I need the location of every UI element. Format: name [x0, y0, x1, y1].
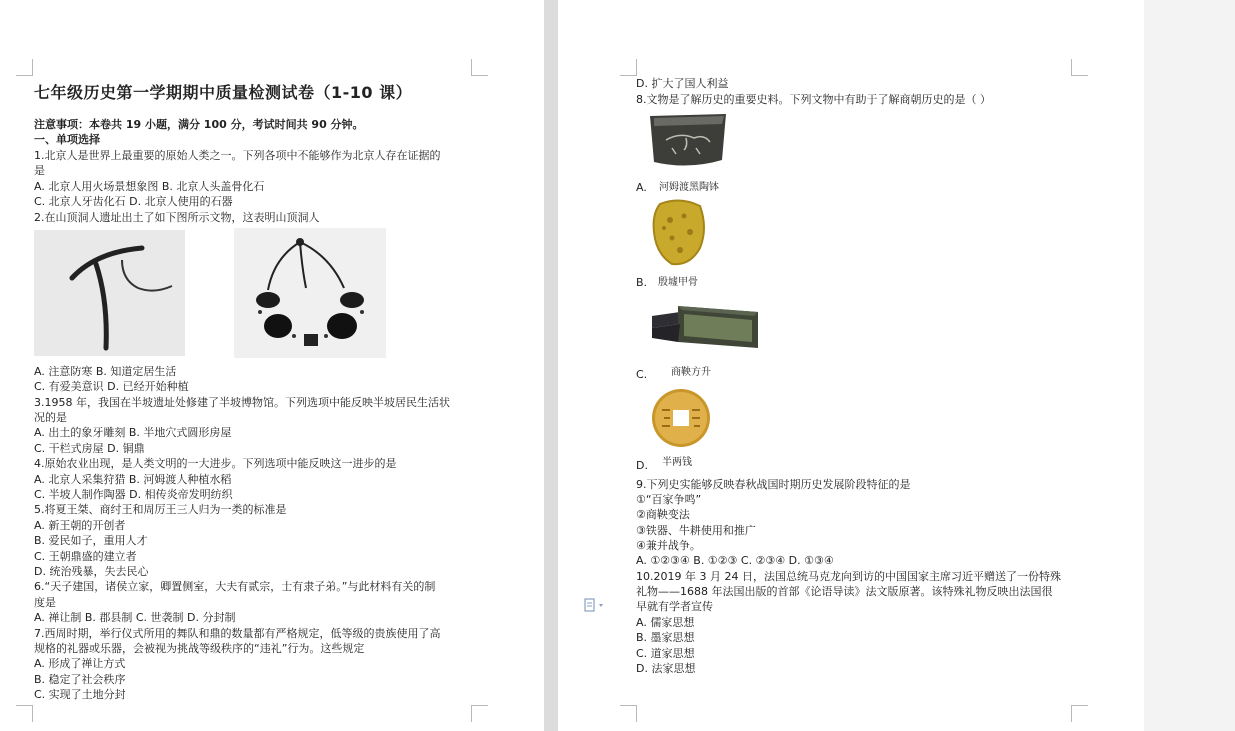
question-text: 度是: [34, 596, 56, 609]
answer-option: A. 儒家思想: [636, 616, 695, 629]
artifact-caption: 河姆渡黑陶钵: [659, 182, 719, 193]
oracle-bone-image: [650, 198, 708, 268]
answer-options: C. 北京人牙齿化石 D. 北京人使用的石器: [34, 195, 233, 208]
document-page-2: [558, 0, 1144, 731]
question-text: 5.将夏王桀、商纣王和周厉王三人归为一类的标准是: [34, 503, 287, 516]
answer-options: A. 北京人用火场景想象图 B. 北京人头盖骨化石: [34, 180, 265, 193]
document-page-1: [0, 0, 544, 731]
answer-options: C. 半坡人制作陶器 D. 相传炎帝发明纺织: [34, 488, 233, 501]
option-letter: A.: [636, 181, 647, 194]
question-text: 早就有学者宣传: [636, 600, 713, 613]
answer-option: A. 形成了禅让方式: [34, 657, 126, 670]
margin-corner-mark: [16, 59, 33, 76]
margin-corner-mark: [620, 59, 637, 76]
answer-options: A. 北京人采集狩猎 B. 河姆渡人种植水稻: [34, 473, 232, 486]
artifact-caption: 半两钱: [662, 457, 692, 468]
question-text: 1.北京人是世界上最重要的原始人类之一。下列各项中不能够作为北京人存在证据的: [34, 149, 441, 162]
statement-item: ④兼并战争。: [636, 539, 701, 552]
answer-options: A. 禅让制 B. 郡县制 C. 世袭制 D. 分封制: [34, 611, 236, 624]
answer-option: B. 稳定了社会秩序: [34, 673, 126, 686]
answer-options: C. 有爱美意识 D. 已经开始种植: [34, 380, 189, 393]
margin-corner-mark: [1071, 705, 1088, 722]
answer-option: C. 实现了土地分封: [34, 688, 126, 701]
answer-option: B. 爱民如子，重用人才: [34, 534, 148, 547]
question-text: 是: [34, 164, 45, 177]
artifact-caption: 商鞅方升: [671, 367, 711, 378]
statement-item: ②商鞅变法: [636, 508, 690, 521]
option-letter: D.: [636, 459, 648, 472]
bone-needle-image: [34, 230, 185, 356]
answer-option: D. 统治残暴，失去民心: [34, 565, 149, 578]
question-text: 礼物——1688 年法国出版的首部《论语导读》法文版原著。该特殊礼物反映出法国很: [636, 585, 1053, 598]
margin-corner-mark: [471, 705, 488, 722]
question-text: 3.1958 年，我国在半坡遗址处修建了半坡博物馆。下列选项中能反映半坡居民生活状: [34, 396, 450, 409]
option-letter: C.: [636, 368, 648, 381]
answer-options: A. ①②③④ B. ①②③ C. ②③④ D. ①③④: [636, 554, 834, 567]
answer-option: A. 新王朝的开创者: [34, 519, 126, 532]
page-title: 七年级历史第一学期期中质量检测试卷（1-10 课）: [34, 83, 413, 102]
workspace-background: [1144, 0, 1235, 731]
option-letter: B.: [636, 276, 648, 289]
artifact-caption: 殷墟甲骨: [658, 277, 698, 288]
answer-option: C. 王朝鼎盛的建立者: [34, 550, 137, 563]
ban-liang-coin-image: [650, 388, 712, 448]
answer-options: A. 注意防寒 B. 知道定居生活: [34, 365, 177, 378]
pottery-bowl-image: [646, 110, 730, 170]
margin-corner-mark: [620, 705, 637, 722]
margin-corner-mark: [16, 705, 33, 722]
question-text: 10.2019 年 3 月 24 日，法国总统马克龙向到访的中国国家主席习近平赠送了一份特殊: [636, 570, 1061, 583]
document-note-icon[interactable]: [584, 598, 606, 615]
answer-option: D. 法家思想: [636, 662, 696, 675]
answer-options: A. 出土的象牙雕刻 B. 半地穴式圆形房屋: [34, 426, 232, 439]
question-text: 8.文物是了解历史的重要史料。下列文物中有助于了解商朝历史的是（ ）: [636, 93, 991, 106]
question-text: 况的是: [34, 411, 67, 424]
question-text: 9.下列史实能够反映春秋战国时期历史发展阶段特征的是: [636, 478, 911, 491]
answer-options: C. 干栏式房屋 D. 铜鼎: [34, 442, 145, 455]
margin-corner-mark: [1071, 59, 1088, 76]
answer-option: D. 扩大了国人利益: [636, 77, 729, 90]
answer-option: C. 道家思想: [636, 647, 695, 660]
square-sheng-image: [650, 298, 762, 356]
section-heading: 一、单项选择: [34, 133, 100, 146]
exam-notice: 注意事项：本卷共 19 小题，满分 100 分，考试时间共 90 分钟。: [34, 118, 364, 131]
page-gap: [544, 0, 558, 731]
margin-corner-mark: [471, 59, 488, 76]
question-text: 6.“天子建国，诸侯立家，卿置侧室，大夫有贰宗，士有隶子弟。”与此材料有关的制: [34, 580, 436, 593]
ornament-necklace-image: [234, 228, 386, 358]
question-text: 7.西周时期，举行仪式所用的舞队和鼎的数量都有严格规定，低等级的贵族使用了高: [34, 627, 441, 640]
answer-option: B. 墨家思想: [636, 631, 695, 644]
question-text: 4.原始农业出现，是人类文明的一大进步。下列选项中能反映这一进步的是: [34, 457, 397, 470]
statement-item: ①“百家争鸣”: [636, 493, 702, 506]
question-text: 规格的礼器或乐器，会被视为挑战等级秩序的“违礼”行为。这些规定: [34, 642, 365, 655]
question-text: 2.在山顶洞人遗址出土了如下图所示文物，这表明山顶洞人: [34, 211, 320, 224]
statement-item: ③铁器、牛耕使用和推广: [636, 524, 756, 537]
